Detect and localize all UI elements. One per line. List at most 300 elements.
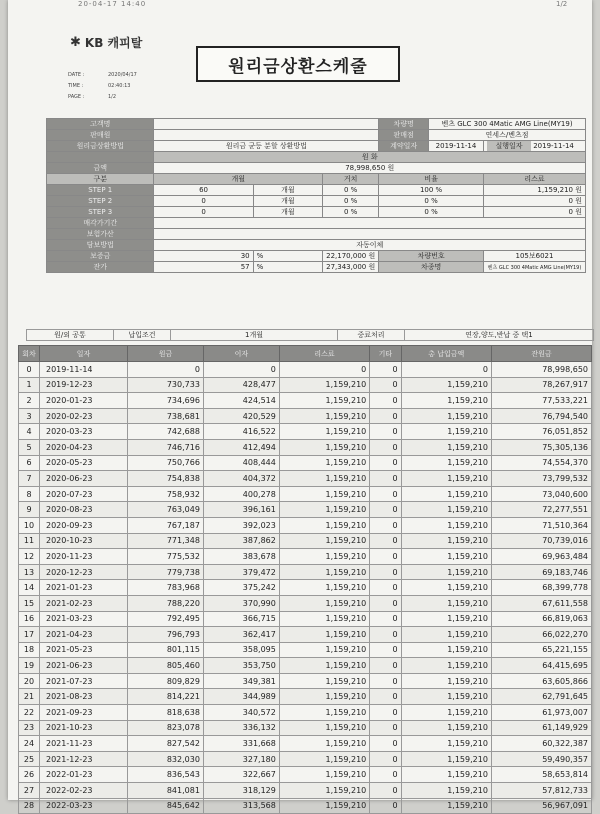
schedule-cell: 416,522 [203,424,279,440]
schedule-cell: 734,696 [128,393,204,409]
schedule-cell: 23 [19,720,40,736]
schedule-cell: 0 [370,783,401,799]
schedule-cell: 1,159,210 [279,736,369,752]
schedule-cell: 0 [370,486,401,502]
schedule-row [19,627,592,643]
schedule-cell: 2021-11-23 [40,736,128,752]
schedule-row [19,673,592,689]
schedule-cell: 69,963,484 [491,549,591,565]
schedule-cell: 827,542 [128,736,204,752]
schedule-cell: 0 [370,627,401,643]
schedule-cell: 2022-02-23 [40,783,128,799]
schedule-cell: 796,793 [128,627,204,643]
schedule-header-cell: 잔원금 [491,346,591,362]
schedule-cell: 424,514 [203,393,279,409]
schedule-cell: 0 [279,362,369,378]
schedule-cell: 0 [370,455,401,471]
schedule-cell: 66,819,063 [491,611,591,627]
schedule-cell: 65,221,155 [491,642,591,658]
schedule-cell: 801,115 [128,642,204,658]
repayment-condition-table: 원/외 공통 납입조건 1개월 중료처리 연장,양도,반납 중 택1 [26,329,594,341]
schedule-cell: 1,159,210 [401,767,491,783]
schedule-cell: 1,159,210 [279,798,369,814]
schedule-cell: 1,159,210 [279,564,369,580]
meta-page: PAGE : 1/2 [68,94,117,100]
dealer-value: 연세스/벤츠점 [429,130,586,141]
schedule-row [19,517,592,533]
vehicle-value: 벤츠 GLC 300 4Matic AMG Line(MY19) [429,119,586,130]
schedule-cell: 0 [370,767,401,783]
schedule-cell: 818,638 [128,705,204,721]
schedule-cell: 1,159,210 [279,783,369,799]
schedule-row [19,642,592,658]
schedule-cell: 349,381 [203,673,279,689]
kb-star-icon: ✱ [70,35,81,50]
schedule-cell: 400,278 [203,486,279,502]
document-page [8,0,592,811]
schedule-cell: 76,051,852 [491,424,591,440]
schedule-cell: 370,990 [203,595,279,611]
print-timestamp: 20-04-17 14:40 [78,0,147,8]
schedule-cell: 1,159,210 [401,486,491,502]
step-row: STEP 1 60 개월 0 % 100 % 1,159,210 원 [47,185,586,196]
schedule-cell: 7 [19,471,40,487]
method-label: 원리금상환방법 [47,141,154,152]
schedule-header-cell: 기타 [370,346,401,362]
schedule-header-cell: 일자 [40,346,128,362]
schedule-cell: 0 [370,736,401,752]
schedule-cell: 0 [370,377,401,393]
schedule-cell: 73,799,532 [491,471,591,487]
step-header-row: 구분 개월 거치 비율 리스료 [47,174,586,185]
amount-value: 78,998,650 원 [154,163,586,174]
schedule-header-cell: 원금 [128,346,204,362]
schedule-cell: 1,159,210 [279,751,369,767]
schedule-cell: 336,132 [203,720,279,736]
schedule-cell: 1,159,210 [401,564,491,580]
schedule-row [19,471,592,487]
schedule-cell: 78,998,650 [491,362,591,378]
company-logo [70,34,142,51]
step-row: STEP 2 0 개월 0 % 0 % 0 원 [47,196,586,207]
page-corner-number: 1/2 [556,0,568,8]
schedule-cell: 0 [401,362,491,378]
schedule-cell: 78,267,917 [491,377,591,393]
extra-row: 보험가산 [47,229,586,240]
schedule-row [19,502,592,518]
contract-date-value: 2019-11-14 [429,141,484,152]
schedule-row [19,767,592,783]
seller-value [154,130,379,141]
schedule-cell: 72,277,551 [491,502,591,518]
schedule-cell: 1,159,210 [401,783,491,799]
schedule-cell: 15 [19,595,40,611]
schedule-cell: 2021-12-23 [40,751,128,767]
schedule-cell: 2021-02-23 [40,595,128,611]
schedule-cell: 21 [19,689,40,705]
schedule-cell: 1,159,210 [401,673,491,689]
schedule-cell: 396,161 [203,502,279,518]
schedule-row [19,533,592,549]
schedule-cell: 0 [203,362,279,378]
schedule-cell: 2020-06-23 [40,471,128,487]
schedule-cell: 19 [19,658,40,674]
residual-row: 잔가 57 % 27,343,000 원 차종명 벤츠 GLC 300 4Matic AMG Line(MY19) [47,262,586,273]
schedule-row [19,689,592,705]
schedule-cell: 805,460 [128,658,204,674]
schedule-row [19,377,592,393]
schedule-cell: 2022-03-23 [40,798,128,814]
schedule-row [19,408,592,424]
schedule-cell: 0 [370,611,401,627]
schedule-cell: 783,968 [128,580,204,596]
schedule-cell: 67,611,558 [491,595,591,611]
schedule-cell: 1,159,210 [401,549,491,565]
schedule-cell: 18 [19,642,40,658]
schedule-cell: 61,973,007 [491,705,591,721]
schedule-cell: 60,322,387 [491,736,591,752]
schedule-cell: 814,221 [128,689,204,705]
schedule-cell: 1,159,210 [279,689,369,705]
meta-date: DATE : 2020/04/17 [68,72,137,78]
schedule-cell: 1,159,210 [279,439,369,455]
schedule-cell: 331,668 [203,736,279,752]
schedule-cell: 59,490,357 [491,751,591,767]
schedule-cell: 1,159,210 [401,471,491,487]
schedule-cell: 2020-05-23 [40,455,128,471]
schedule-cell: 2021-09-23 [40,705,128,721]
info-row-customer [47,119,586,130]
amount-label: 금액 [47,163,154,174]
schedule-cell: 404,372 [203,471,279,487]
schedule-cell: 0 [370,595,401,611]
schedule-cell: 76,794,540 [491,408,591,424]
schedule-cell: 2021-07-23 [40,673,128,689]
customer-label: 고객명 [47,119,154,130]
contract-info-table [46,118,586,273]
schedule-cell: 11 [19,533,40,549]
schedule-cell: 0 [370,798,401,814]
schedule-cell: 0 [370,689,401,705]
schedule-cell: 0 [370,471,401,487]
schedule-row [19,580,592,596]
schedule-cell: 383,678 [203,549,279,565]
schedule-cell: 56,967,091 [491,798,591,814]
schedule-cell: 358,095 [203,642,279,658]
schedule-cell: 1,159,210 [279,471,369,487]
schedule-cell: 2021-06-23 [40,658,128,674]
schedule-cell: 1,159,210 [279,408,369,424]
schedule-cell: 771,348 [128,533,204,549]
schedule-cell: 1,159,210 [279,455,369,471]
schedule-cell: 75,305,136 [491,439,591,455]
schedule-cell: 779,738 [128,564,204,580]
schedule-cell: 1,159,210 [279,642,369,658]
schedule-header-cell: 이자 [203,346,279,362]
currency-label: 원 화 [154,152,586,163]
schedule-cell: 1,159,210 [279,611,369,627]
schedule-cell: 63,605,866 [491,673,591,689]
schedule-cell: 1,159,210 [279,627,369,643]
schedule-cell: 9 [19,502,40,518]
schedule-cell: 66,022,270 [491,627,591,643]
schedule-header-cell: 리스료 [279,346,369,362]
schedule-cell: 836,543 [128,767,204,783]
schedule-cell: 0 [370,751,401,767]
schedule-cell: 64,415,695 [491,658,591,674]
schedule-cell: 2020-01-23 [40,393,128,409]
schedule-cell: 1,159,210 [279,705,369,721]
schedule-cell: 2020-09-23 [40,517,128,533]
step-row: STEP 3 0 개월 0 % 0 % 0 원 [47,207,586,218]
schedule-cell: 2020-12-23 [40,564,128,580]
schedule-cell: 0 [370,533,401,549]
schedule-cell: 750,766 [128,455,204,471]
company-logo-text: KB 캐피탈 [84,36,143,50]
schedule-cell: 823,078 [128,720,204,736]
schedule-cell: 1,159,210 [279,393,369,409]
schedule-cell: 2021-08-23 [40,689,128,705]
schedule-row [19,486,592,502]
customer-value [154,119,379,130]
schedule-cell: 392,023 [203,517,279,533]
schedule-cell: 841,081 [128,783,204,799]
schedule-row [19,658,592,674]
schedule-cell: 22 [19,705,40,721]
schedule-cell: 1,159,210 [401,642,491,658]
schedule-cell: 0 [370,580,401,596]
schedule-cell: 0 [370,564,401,580]
schedule-cell: 318,129 [203,783,279,799]
schedule-cell: 77,533,221 [491,393,591,409]
schedule-row [19,798,592,814]
schedule-cell: 2020-02-23 [40,408,128,424]
amount-row [47,163,586,174]
seller-label: 판매원 [47,130,154,141]
deposit-row: 보증금 30 % 22,170,000 원 차량번호 105보6021 [47,251,586,262]
schedule-cell: 2022-01-23 [40,767,128,783]
schedule-cell: 2020-07-23 [40,486,128,502]
schedule-cell: 366,715 [203,611,279,627]
schedule-cell: 2019-12-23 [40,377,128,393]
schedule-row [19,393,592,409]
schedule-cell: 387,862 [203,533,279,549]
schedule-cell: 788,220 [128,595,204,611]
schedule-cell: 1,159,210 [401,455,491,471]
schedule-cell: 1,159,210 [279,673,369,689]
schedule-cell: 2020-08-23 [40,502,128,518]
schedule-cell: 5 [19,439,40,455]
exec-date-label: 실행일자 [487,141,531,151]
schedule-cell: 1,159,210 [401,377,491,393]
schedule-row [19,595,592,611]
schedule-cell: 2021-03-23 [40,611,128,627]
schedule-cell: 16 [19,611,40,627]
schedule-cell: 408,444 [203,455,279,471]
schedule-cell: 1,159,210 [279,377,369,393]
schedule-cell: 0 [370,424,401,440]
schedule-cell: 845,642 [128,798,204,814]
schedule-cell: 1,159,210 [401,658,491,674]
info-row-method [47,141,586,152]
schedule-cell: 8 [19,486,40,502]
schedule-row [19,424,592,440]
schedule-cell: 2020-03-23 [40,424,128,440]
schedule-cell: 763,049 [128,502,204,518]
schedule-cell: 27 [19,783,40,799]
schedule-cell: 1,159,210 [401,611,491,627]
schedule-cell: 1,159,210 [401,408,491,424]
schedule-cell: 69,183,746 [491,564,591,580]
schedule-header-cell: 총 납입금액 [401,346,491,362]
schedule-cell: 10 [19,517,40,533]
schedule-cell: 3 [19,408,40,424]
info-row-seller [47,130,586,141]
schedule-cell: 73,040,600 [491,486,591,502]
schedule-cell: 412,494 [203,439,279,455]
vehicle-label: 차량명 [379,119,429,130]
schedule-cell: 2020-10-23 [40,533,128,549]
schedule-cell: 1,159,210 [279,502,369,518]
schedule-cell: 738,681 [128,408,204,424]
schedule-row [19,783,592,799]
schedule-cell: 1,159,210 [279,580,369,596]
schedule-cell: 754,838 [128,471,204,487]
schedule-cell: 74,554,370 [491,455,591,471]
schedule-row [19,751,592,767]
schedule-cell: 2 [19,393,40,409]
schedule-cell: 0 [370,705,401,721]
schedule-cell: 1,159,210 [279,767,369,783]
schedule-cell: 25 [19,751,40,767]
schedule-cell: 1,159,210 [279,658,369,674]
schedule-cell: 2021-01-23 [40,580,128,596]
schedule-cell: 58,653,814 [491,767,591,783]
schedule-cell: 340,572 [203,705,279,721]
extra-row: 담보방법 자동이체 [47,240,586,251]
schedule-cell: 2020-04-23 [40,439,128,455]
schedule-cell: 1,159,210 [401,627,491,643]
schedule-row [19,439,592,455]
schedule-cell: 17 [19,627,40,643]
schedule-cell: 0 [370,720,401,736]
exec-date-value: 2019-11-14 [533,142,574,150]
schedule-cell: 1,159,210 [401,736,491,752]
schedule-cell: 26 [19,767,40,783]
schedule-row [19,455,592,471]
schedule-cell: 0 [370,549,401,565]
schedule-cell: 71,510,364 [491,517,591,533]
schedule-cell: 0 [370,439,401,455]
schedule-cell: 1,159,210 [401,720,491,736]
schedule-cell: 322,667 [203,767,279,783]
schedule-cell: 809,829 [128,673,204,689]
schedule-cell: 13 [19,564,40,580]
schedule-row [19,736,592,752]
print-meta [68,70,137,103]
schedule-cell: 0 [128,362,204,378]
schedule-row [19,611,592,627]
schedule-cell: 28 [19,798,40,814]
schedule-cell: 2020-11-23 [40,549,128,565]
schedule-cell: 1,159,210 [279,549,369,565]
schedule-cell: 1,159,210 [279,424,369,440]
schedule-cell: 428,477 [203,377,279,393]
schedule-cell: 746,716 [128,439,204,455]
schedule-row [19,720,592,736]
schedule-cell: 379,472 [203,564,279,580]
schedule-cell: 0 [370,502,401,518]
schedule-cell: 375,242 [203,580,279,596]
schedule-cell: 62,791,645 [491,689,591,705]
meta-time: TIME : 02:40:13 [68,83,131,89]
schedule-cell: 1,159,210 [279,486,369,502]
schedule-cell: 742,688 [128,424,204,440]
schedule-cell: 758,932 [128,486,204,502]
schedule-row [19,362,592,378]
schedule-cell: 767,187 [128,517,204,533]
schedule-cell: 1,159,210 [401,595,491,611]
schedule-cell: 0 [370,393,401,409]
schedule-cell: 832,030 [128,751,204,767]
exec-date-cell [483,141,585,152]
schedule-cell: 24 [19,736,40,752]
schedule-cell: 327,180 [203,751,279,767]
schedule-cell: 68,399,778 [491,580,591,596]
schedule-cell: 1,159,210 [279,720,369,736]
schedule-cell: 1,159,210 [401,533,491,549]
schedule-cell: 70,739,016 [491,533,591,549]
repayment-schedule-table [18,345,592,814]
schedule-row [19,705,592,721]
schedule-cell: 1,159,210 [401,705,491,721]
schedule-cell: 344,989 [203,689,279,705]
schedule-cell: 1,159,210 [401,689,491,705]
schedule-cell: 1 [19,377,40,393]
schedule-cell: 353,750 [203,658,279,674]
currency-row [47,152,586,163]
schedule-cell: 2019-11-14 [40,362,128,378]
extra-row: 매각가기간 [47,218,586,229]
schedule-cell: 0 [370,658,401,674]
schedule-cell: 1,159,210 [279,517,369,533]
schedule-cell: 14 [19,580,40,596]
schedule-cell: 1,159,210 [401,517,491,533]
schedule-cell: 1,159,210 [401,393,491,409]
schedule-cell: 1,159,210 [401,439,491,455]
schedule-cell: 313,568 [203,798,279,814]
schedule-cell: 1,159,210 [401,798,491,814]
schedule-row [19,564,592,580]
schedule-cell: 0 [370,517,401,533]
schedule-cell: 1,159,210 [401,502,491,518]
schedule-cell: 57,812,733 [491,783,591,799]
schedule-cell: 775,532 [128,549,204,565]
schedule-cell: 1,159,210 [401,751,491,767]
schedule-cell: 0 [370,642,401,658]
dealer-label: 판매점 [379,130,429,141]
schedule-cell: 1,159,210 [401,424,491,440]
contract-date-label: 계약일자 [379,141,429,152]
schedule-header-cell: 회차 [19,346,40,362]
schedule-cell: 61,149,929 [491,720,591,736]
method-value: 원리금 균등 분할 상환방법 [154,141,379,152]
schedule-cell: 0 [370,408,401,424]
schedule-cell: 0 [370,362,401,378]
schedule-cell: 2021-04-23 [40,627,128,643]
schedule-cell: 2021-05-23 [40,642,128,658]
schedule-cell: 4 [19,424,40,440]
